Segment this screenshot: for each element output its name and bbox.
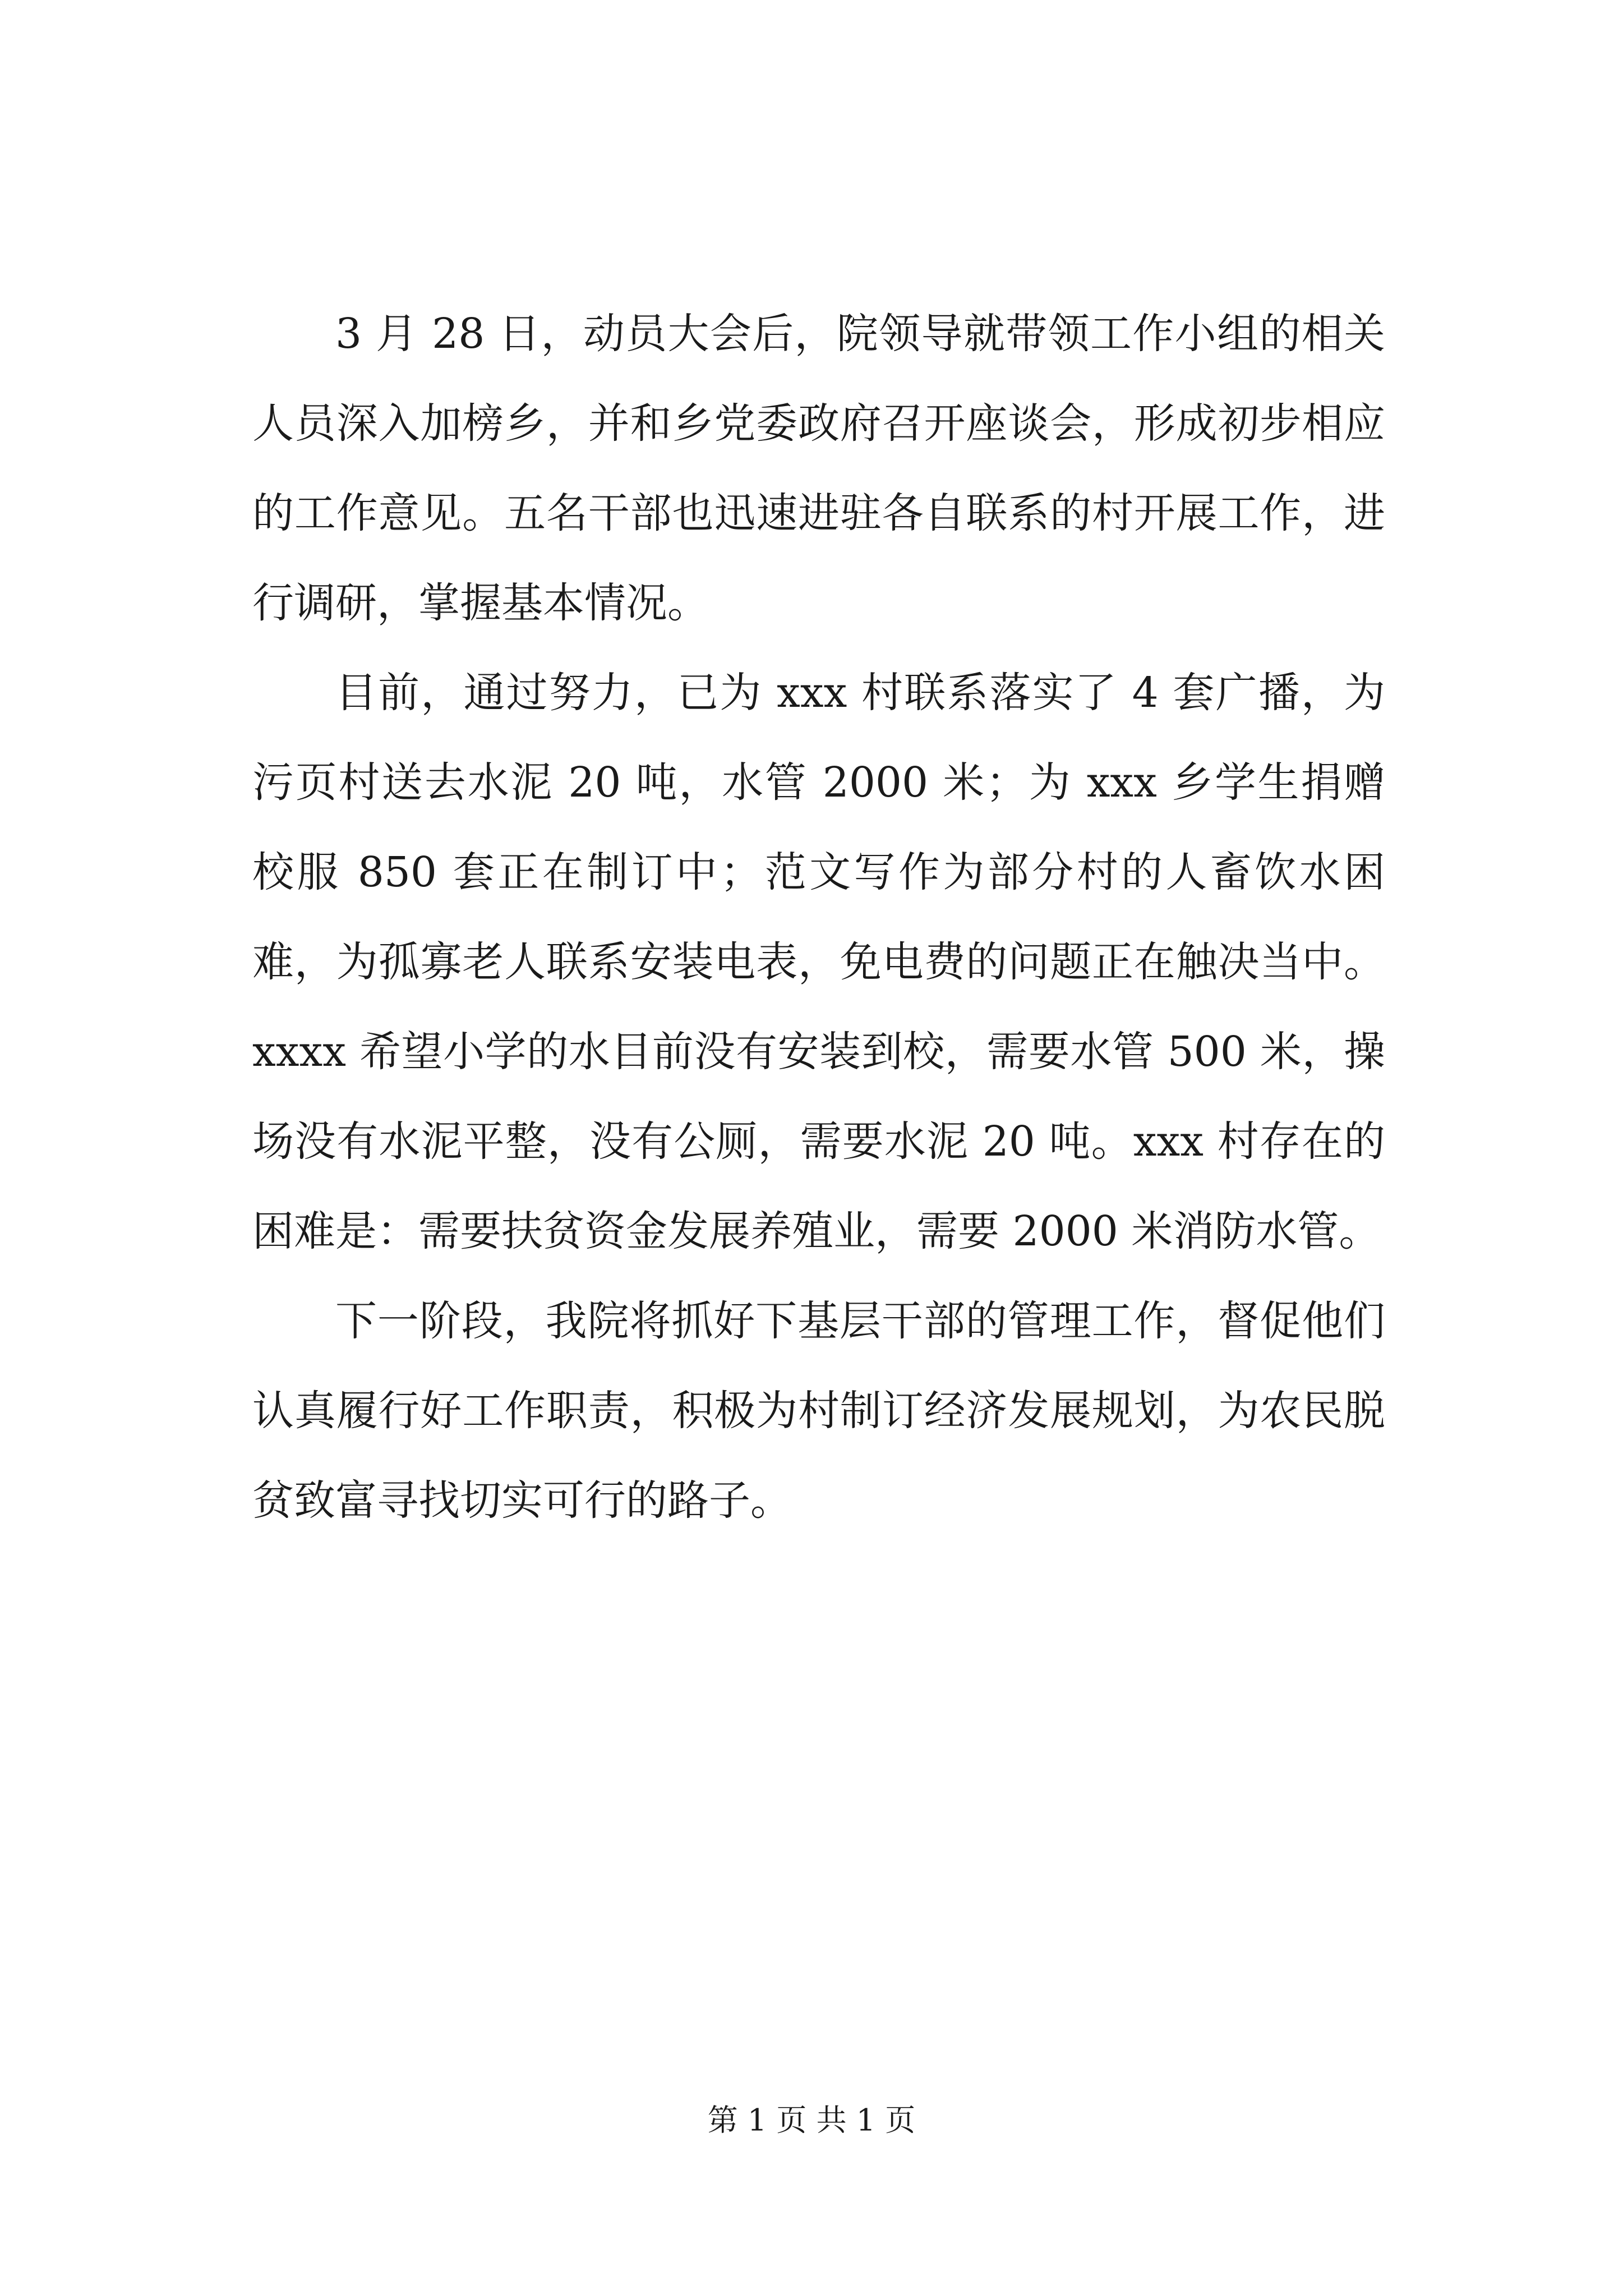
document-body [252, 289, 1385, 1545]
page-footer: 第 1 页 共 1 页 [707, 2102, 916, 2138]
paragraph-1: 3 月 28 日，动员大会后，院领导就带领工作小组的相关人员深入加榜乡，并和乡党委政府召开座谈会，形成初步相应的工作意见。五名干部也迅速进驻各自联系的村开展工作，进行调研，掌握基本情况。 [252, 310, 1385, 627]
paragraph-3: 下一阶段，我院将抓好下基层干部的管理工作，督促他们认真履行好工作职责，积极为村制订经济发展规划，为农民脱贫致富寻找切实可行的路子。 [252, 1297, 1385, 1525]
paragraph-2: 目前，通过努力，已为 xxx 村联系落实了 4 套广播，为污页村送去水泥 20 吨，水管 2000 米；为 xxx 乡学生捐赠校服 850 套正在制订中；范文写作为部分村的人畜饮水困难，为孤寡老人联系安装电表，免电费的问题正在触决当中。xxxx 希望小学的水目前没有安装到校，需要水管 500 米，操场没有水泥平整，没有公厕，需要水泥 20 吨。xxx 村存在的困难是：需要扶贫资金发展养殖业，需要 2000 米消防水管。 [252, 669, 1385, 1255]
